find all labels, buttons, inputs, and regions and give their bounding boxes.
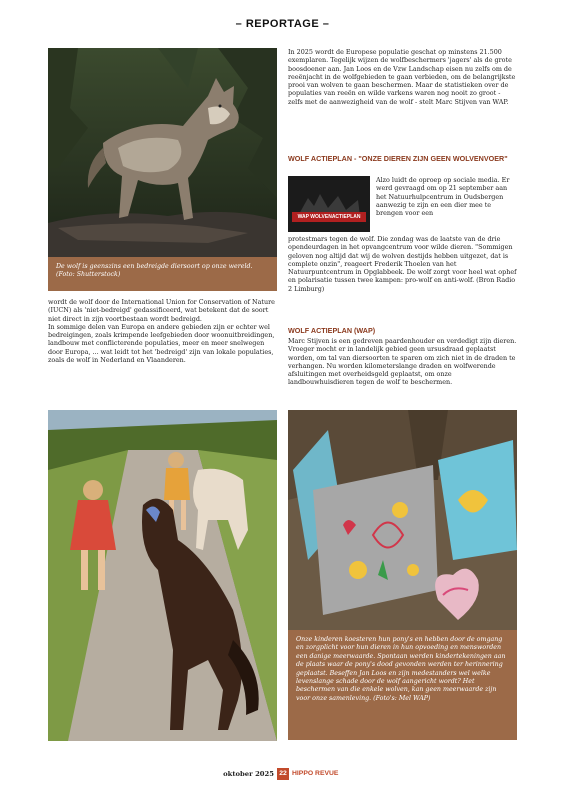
- section-heading-onze-dieren: WOLF ACTIEPLAN - "ONZE DIEREN ZIJN GEEN WOLVENVOER": [288, 154, 508, 163]
- wap-banner-image: [288, 176, 370, 232]
- paragraph: In sommige delen van Europa en andere gebieden zijn er echter wel bedreigingen, zoals krimpende leefgebieden door woonuitbreidingen, landbouw met conflicterende populaties, meer en meer snelwegen door Europa, ... wat leidt tot het 'bedreigd' zijn van lokale populaties, zoals de wolf in Nederland en Vlaanderen.: [48, 322, 275, 365]
- banner-text: WAP WOLVENACTIEPLAN: [297, 214, 361, 220]
- section2-text: Marc Stijven is een gedreven paardenhouder en verdedigt zijn dieren. Vroeger mocht er in landelijk gebied geen ursusdraad geplaatst worden, om tal van diersoorten te sparen om zich niet in de draden te verhangen. Nu worden kilometerslange draden en wolfwerende afsluitingen met overheidsgeld geplaatst, om onze landbouwhuisdieren tegen de wolf te beschermen.: [288, 337, 517, 387]
- footer-magazine: HIPPO REVUE: [292, 770, 339, 777]
- section-heading-wap: WOLF ACTIEPLAN (WAP): [288, 326, 376, 335]
- right-column-intro: In 2025 wordt de Europese populatie geschat op minstens 21.500 exemplaren. Tegelijk wijzen de wolfbeschermers 'jagers' als de grote boosdoener aan. Jan Loos en de Vzw Landschap eisen nu zelfs om de reeënjacht in de wolfgebieden te gaan verbieden, om de belangrijkste prooi van wolven te gaan beschermen. Maar de statistieken over de populaties van reeën en wilde varkens waren nog nooit zo groot - zelfs met de aanwezigheid van de wolf - stelt Marc Stijven van WAP.: [288, 48, 516, 106]
- children-ponies-photo: [48, 410, 277, 741]
- paragraph: wordt de wolf door de International Union for Conservation of Nature (IUCN) als 'niet-bedreigd' gedassificeerd, wat betekent dat de soort niet direct in zijn voortbestaan wordt bedreigd.: [48, 298, 275, 323]
- wolf-photo: [48, 48, 277, 257]
- section-header: – REPORTAGE –: [235, 18, 330, 30]
- childrens-drawings-photo: [288, 410, 517, 630]
- drawings-photo-caption: Onze kinderen koesteren hun pony's en hebben door de omgang en zorgplicht voor hun dieren in hun opvoeding en mensworden een danige meerwaarde. Spontaan werden kindertekeningen aan de plaats waar de pony's dood gevonden werden ter herinnering geplaatst. Beseffen Jan Loos en zijn medestanders wel welke levenslange schade door de wolf aangericht wordt? Het beschermen van die enkele wolven, kan geen meerwaarde zijn voor onze samenleving. (Foto's: Mel WAP): [288, 630, 517, 740]
- page-number: 22: [277, 768, 289, 780]
- footer-date: oktober 2025: [223, 770, 274, 778]
- section1-text-wrapped: Alzo luidt de oproep op sociale media. Er werd gevraagd om op 21 september aan het Natuurhulpcentrum in Oudsbergen aanwezig te zijn en een dier mee te brengen voor een: [376, 176, 510, 218]
- wolf-photo-caption: De wolf is geenszins een bedreigde diersoort op onze wereld. (Foto: Shutterstock): [48, 257, 277, 291]
- section1-text: protestmars tegen de wolf. Die zondag was de laatste van de drie opendeurdagen in het opvangcentrum voor wilde dieren. "Sommigen geloven nog altijd dat wij de wolven destijds hebben uitgezet, dat is complete onzin", reageert Frederik Thoelen van het Natuurpuntcentrum in Opglabbeek. De wolf zorgt voor heel wat ophef en polarisatie tussen twee kampen: pro-wolf en anti-wolf. (Bron Radio 2 Limburg): [288, 235, 517, 293]
- left-column-text: [48, 298, 277, 364]
